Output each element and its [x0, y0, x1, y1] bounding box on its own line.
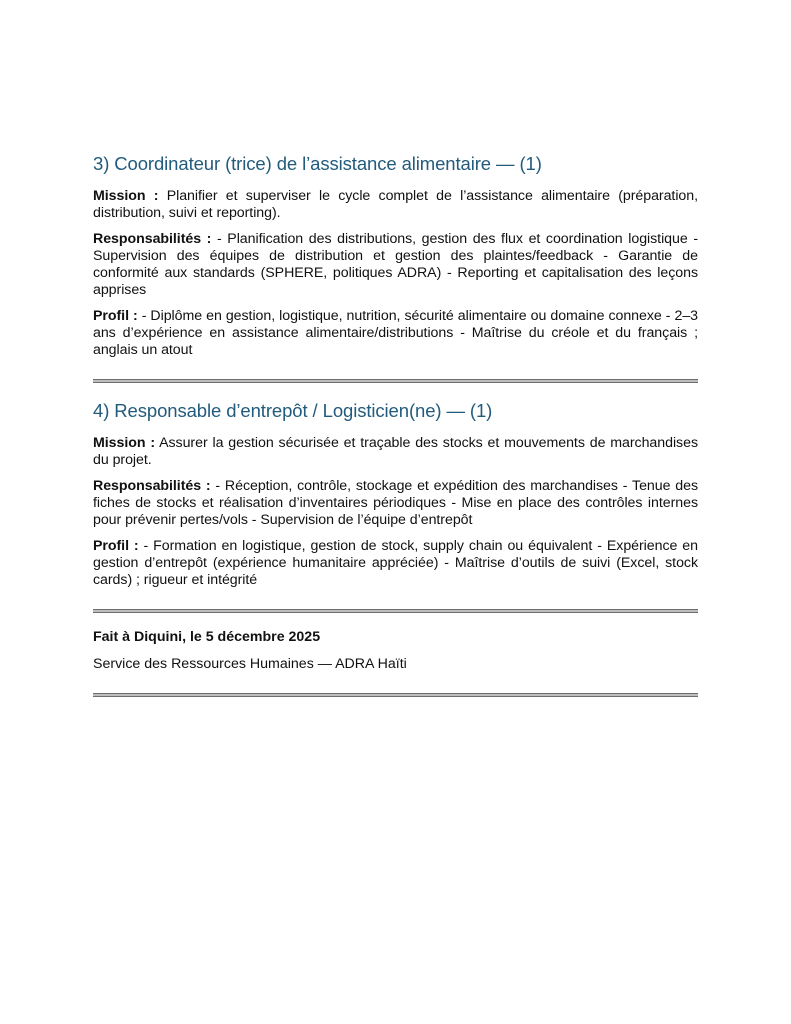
profil-label: Profil : [93, 538, 139, 554]
responsabilites-label: Responsabilités : [93, 231, 212, 247]
section-title: 4) Responsable d’entrepôt / Logisticien(ne) — (1) [93, 400, 493, 421]
horizontal-divider [93, 379, 698, 383]
mission-label: Mission : [93, 188, 159, 204]
place-date: Fait à Diquini, le 5 décembre 2025 [93, 629, 321, 645]
mission-text: Assurer la gestion sécurisée et traçable des stocks et mouvements de marchandises du projet. [93, 435, 698, 468]
responsabilites-paragraph [93, 231, 698, 299]
mission-text: Planifier et superviser le cycle complet de l’assistance alimentaire (préparation, distribution, suivi et reporting). [93, 188, 698, 221]
responsabilites-text: - Planification des distributions, gestion des flux et coordination logistique - Supervision des équipes de distribution et gestion des plaintes/feedback - Garantie de conformité aux standards (SPHERE, politiques ADRA) - Reporting et capitalisation des leçons apprises [93, 231, 698, 298]
profil-text: - Diplôme en gestion, logistique, nutrition, sécurité alimentaire ou domaine connexe - 2–3 ans d’expérience en assistance alimentaire/distributions - Maîtrise du créole et du français ; anglais un atout [93, 308, 698, 358]
mission-label: Mission : [93, 435, 156, 451]
section-coordinateur-assistance-alimentaire [93, 152, 698, 359]
profil-label: Profil : [93, 308, 138, 324]
horizontal-divider [93, 693, 698, 697]
profil-paragraph [93, 308, 698, 359]
responsabilites-label: Responsabilités : [93, 478, 211, 494]
horizontal-divider [93, 609, 698, 613]
signature-block [93, 629, 698, 673]
section-title: 3) Coordinateur (trice) de l’assistance alimentaire — (1) [93, 153, 542, 174]
responsabilites-text: - Réception, contrôle, stockage et expédition des marchandises - Tenue des fiches de stocks et réalisation d’inventaires périodiques - Mise en place des contrôles internes pour prévenir pertes/vols - Supervision de l’équipe d’entrepôt [93, 478, 698, 528]
responsabilites-paragraph [93, 478, 698, 529]
profil-text: - Formation en logistique, gestion de stock, supply chain ou équivalent - Expérience en gestion d’entrepôt (expérience humanitaire appréciée) - Maîtrise d’outils de suivi (Excel, stock cards) ; rigueur et intégrité [93, 538, 698, 588]
document-page [93, 152, 698, 713]
mission-paragraph [93, 435, 698, 469]
mission-paragraph [93, 188, 698, 222]
department-name: Service des Ressources Humaines — ADRA Haïti [93, 656, 407, 672]
section-responsable-entrepot [93, 399, 698, 589]
profil-paragraph [93, 538, 698, 589]
